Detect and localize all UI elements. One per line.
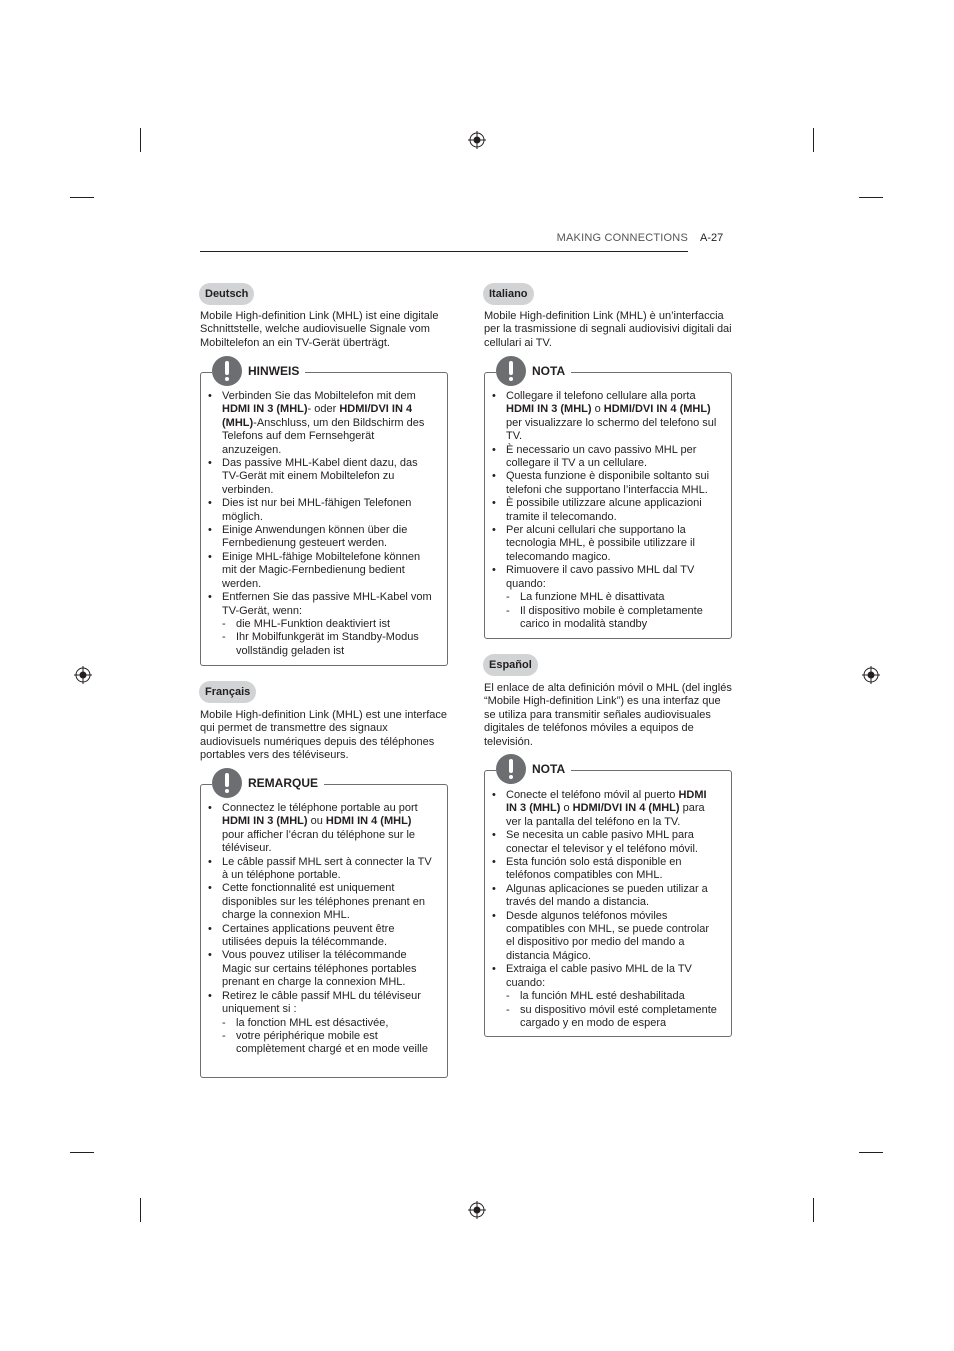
list-item: • Se necesita un cable pasivo MHL para conectar el televisor y el teléfono móvil.	[492, 829, 720, 856]
note-header-espanol	[496, 751, 571, 787]
list-item: • Cette fonctionnalité est uniquement disponibles sur les téléphones prenant en charge la connexion MHL.	[208, 882, 436, 922]
list-item: • Collegare il telefono cellulare alla porta HDMI IN 3 (MHL) o HDMI/DVI IN 4 (MHL) per visualizzare lo schermo del telefono sul TV.	[492, 390, 720, 444]
sub-list-item: - die MHL-Funktion deaktiviert ist	[222, 618, 436, 631]
crop-mark	[70, 197, 94, 198]
exclamation-icon	[212, 768, 242, 798]
list-item: • Desde algunos teléfonos móviles compatibles con MHL, se puede controlar el dispositivo por medio del mando a distancia Mágico.	[492, 910, 720, 964]
list-item: • Retirez le câble passif MHL du téléviseur uniquement si : - la fonction MHL est désactivée, - votre périphérique mobile est complètement chargé et en mode veille	[208, 990, 436, 1057]
exclamation-icon	[496, 754, 526, 784]
note-list-francais	[208, 802, 436, 1057]
list-item: • Entfernen Sie das passive MHL-Kabel vom TV-Gerät, wenn: - die MHL-Funktion deaktiviert ist - Ihr Mobilfunkgerät im Standby-Modus vollständig geladen ist	[208, 591, 436, 658]
sub-list-item: - su dispositivo móvil esté completamente cargado y en modo de espera	[506, 1004, 720, 1031]
list-item: • È necessario un cavo passivo MHL per collegare il TV a un cellulare.	[492, 444, 720, 471]
list-item: • Per alcuni cellulari che supportano la tecnologia MHL, è possibile utilizzare il telecomando magico.	[492, 524, 720, 564]
list-item: • Einige MHL-fähige Mobiltelefone können mit der Magic-Fernbedienung bedient werden.	[208, 551, 436, 591]
list-item: • Conecte el teléfono móvil al puerto HDMI IN 3 (MHL) o HDMI/DVI IN 4 (MHL) para ver la pantalla del teléfono en la TV.	[492, 789, 720, 829]
header-rule	[200, 251, 688, 252]
intro-italiano: Mobile High-definition Link (MHL) è un’interfaccia per la trasmissione di segnali audiovisivi digitali dai cellulari ai TV.	[484, 310, 732, 349]
sub-list-item: - Ihr Mobilfunkgerät im Standby-Modus vollständig geladen ist	[222, 631, 436, 658]
crop-mark	[813, 1198, 814, 1222]
note-header-francais	[212, 765, 324, 801]
note-list-italiano	[492, 390, 720, 631]
list-item: • È possibile utilizzare alcune applicazioni tramite il telecomando.	[492, 497, 720, 524]
note-list-deutsch	[208, 390, 436, 658]
list-item: • Das passive MHL-Kabel dient dazu, das TV-Gerät mit einem Mobiltelefon zu verbinden.	[208, 457, 436, 497]
note-list-espanol	[492, 789, 720, 1030]
note-label: REMARQUE	[248, 776, 319, 790]
crop-mark	[140, 128, 141, 152]
registration-mark-icon	[468, 1201, 486, 1219]
note-label: NOTA	[532, 364, 566, 378]
language-badge-francais: Français	[199, 681, 256, 703]
note-header-italiano	[496, 353, 571, 389]
crop-mark	[140, 1198, 141, 1222]
list-item: • Extraiga el cable pasivo MHL de la TV cuando: - la función MHL esté deshabilitada - su dispositivo móvil esté completamente cargado y en modo de espera	[492, 963, 720, 1030]
note-label: HINWEIS	[248, 364, 300, 378]
sub-list-item: - la función MHL esté deshabilitada	[506, 990, 720, 1003]
language-badge-espanol: Español	[483, 654, 538, 676]
sub-list-item: - la fonction MHL est désactivée,	[222, 1017, 436, 1030]
list-item: • Rimuovere il cavo passivo MHL dal TV quando: - La funzione MHL è disattivata - Il dispositivo mobile è completamente carico in modalità standby	[492, 564, 720, 631]
exclamation-icon	[496, 356, 526, 386]
crop-mark	[859, 1152, 883, 1153]
crop-mark	[813, 128, 814, 152]
page-number: A-27	[700, 232, 724, 244]
list-item: • Esta función solo está disponible en teléfonos compatibles con MHL.	[492, 856, 720, 883]
language-badge-deutsch: Deutsch	[199, 283, 254, 305]
intro-espanol: El enlace de alta definición móvil o MHL (del inglés “Mobile High-definition Link”) es una interfaz que se utiliza para transmitir señales audiovisuales digitales de teléfonos móviles a equipos de televisión.	[484, 682, 732, 748]
list-item: • Connectez le téléphone portable au port HDMI IN 3 (MHL) ou HDMI IN 4 (MHL) pour afficher l’écran du téléphone sur le téléviseur.	[208, 802, 436, 856]
list-item: • Verbinden Sie das Mobiltelefon mit dem HDMI IN 3 (MHL)- oder HDMI/DVI IN 4 (MHL)-Anschluss, um den Bildschirm des Telefons auf dem Fernsehgerät anzuzeigen.	[208, 390, 436, 457]
note-header-deutsch	[212, 353, 305, 389]
sub-list-item: - votre périphérique mobile est complètement chargé et en mode veille	[222, 1030, 436, 1057]
intro-francais: Mobile High-definition Link (MHL) est une interface qui permet de transmettre des signaux audiovisuels numériques depuis des téléphones portables vers des téléviseurs.	[200, 709, 448, 762]
note-label: NOTA	[532, 762, 566, 776]
sub-list-item: - La funzione MHL è disattivata	[506, 591, 720, 604]
crop-mark	[70, 1152, 94, 1153]
list-item: • Questa funzione è disponibile soltanto sui telefoni che supportano l’interfaccia MHL.	[492, 470, 720, 497]
list-item: • Vous pouvez utiliser la télécommande Magic sur certains téléphones portables prenant en charge la connexion MHL.	[208, 949, 436, 989]
list-item: • Algunas aplicaciones se pueden utilizar a través del mando a distancia.	[492, 883, 720, 910]
language-badge-italiano: Italiano	[483, 283, 534, 305]
registration-mark-icon	[862, 666, 880, 684]
exclamation-icon	[212, 356, 242, 386]
intro-deutsch: Mobile High-definition Link (MHL) ist eine digitale Schnittstelle, welche audiovisuelle Signale vom Mobiltelefon an ein TV-Gerät überträgt.	[200, 310, 439, 349]
list-item: • Einige Anwendungen können über die Fernbedienung gesteuert werden.	[208, 524, 436, 551]
registration-mark-icon	[74, 666, 92, 684]
list-item: • Dies ist nur bei MHL-fähigen Telefonen möglich.	[208, 497, 436, 524]
list-item: • Certaines applications peuvent être utilisées depuis la télécommande.	[208, 923, 436, 950]
list-item: • Le câble passif MHL sert à connecter la TV à un téléphone portable.	[208, 856, 436, 883]
crop-mark	[859, 197, 883, 198]
registration-mark-icon	[468, 131, 486, 149]
section-title: MAKING CONNECTIONS	[556, 232, 688, 244]
sub-list-item: - Il dispositivo mobile è completamente carico in modalità standby	[506, 605, 720, 632]
